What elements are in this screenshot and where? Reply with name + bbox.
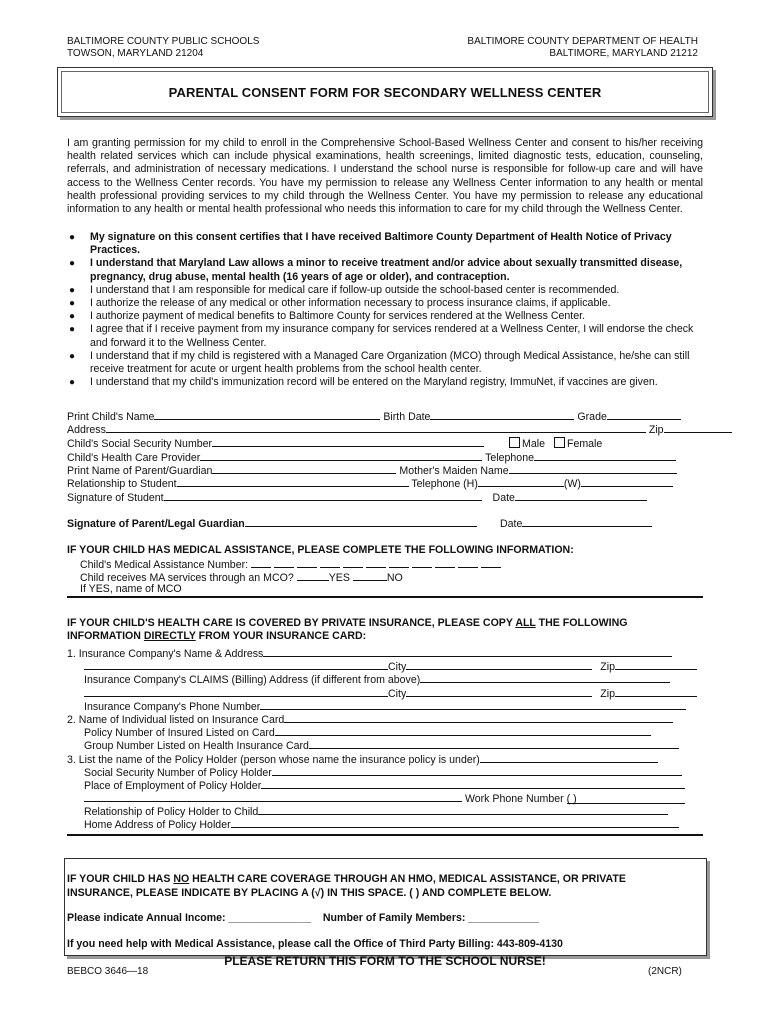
policy-holder-row: 3. List the name of the Policy Holder (person whose name the insurance policy is under) [67,752,703,765]
bullet-item: ● I understand that my child's immunization record will be entered on the Maryland registry, ImmuNet, if vaccines are given. [69,376,658,389]
holder-relationship-field[interactable] [258,804,668,815]
section-divider [67,596,703,598]
claims-row: Insurance Company's CLAIMS (Billing) Address (if different from above) [67,672,703,685]
annual-income-field[interactable]: Please indicate Annual Income: ______________ [67,912,311,924]
bullet-item: ● I agree that if I receive payment from my insurance company for services rendered at a Wellness Center, I will endorse the check and forward it to the Wellness Center. [69,323,694,349]
bullet-item: ● I understand that Maryland Law allows a minor to receive treatment and/or advice about sexually transmitted disease, pregnancy, drug abuse, mental health (16 years of age or older), and contraception. [69,257,683,283]
family-members-field[interactable]: Number of Family Members: ____________ [322,912,540,924]
ssn-row: Child's Social Security Number Male Female [67,438,603,450]
insurance-city-row: City Zip [67,659,703,672]
claims-zip-field[interactable] [615,686,697,697]
group-number-field[interactable] [309,738,679,749]
bullet-icon: ● [69,298,76,310]
ma-section-title: IF YOUR CHILD HAS MEDICAL ASSISTANCE, PLEASE COMPLETE THE FOLLOWING INFORMATION: [67,544,574,556]
parent-date-row: Date [500,516,652,531]
student-date-field[interactable] [515,490,647,501]
form-code: BEBCO 3646—18 [67,966,149,977]
ma-number-digit[interactable] [481,557,501,568]
ma-number-digit[interactable] [458,557,478,568]
birth-date-field[interactable] [430,409,574,420]
mco-yes-field[interactable] [297,570,329,581]
consent-bullets [67,231,703,389]
ma-number-digit[interactable] [389,557,409,568]
female-checkbox[interactable] [554,437,565,448]
form-title: PARENTAL CONSENT FORM FOR SECONDARY WELLNESS CENTER [168,84,602,100]
claims-city-field[interactable] [406,686,592,697]
bullet-icon: ● [69,284,76,296]
mco-row: Child receives MA services through an MCO? YES NO [80,572,403,584]
insurance-address-field[interactable] [84,659,388,670]
header-left [67,36,259,60]
policy-number-field[interactable] [275,725,651,736]
relationship-row: Relationship to Student Telephone (H) (W) [67,476,673,491]
home-phone-field[interactable] [478,476,564,487]
form-copies: (2NCR) [648,966,682,977]
help-text: If you need help with Medical Assistance, please call the Office of Third Party Billing: 443-809-4130 [67,938,563,950]
ma-number-digit[interactable] [274,557,294,568]
child-name-row: Print Child's Name Birth Date Grade [67,409,681,424]
department-name: BALTIMORE COUNTY DEPARTMENT OF HEALTH [467,36,698,47]
policy-holder-field[interactable] [480,752,658,763]
holder-home-row: Home Address of Policy Holder [67,817,703,830]
bullet-icon: ● [69,324,76,336]
claims-address2-field[interactable] [84,686,388,697]
ma-number-row: Child's Medical Assistance Number: [80,557,501,572]
insurance-name-field[interactable] [263,646,672,657]
bullet-icon: ● [69,258,76,270]
student-signature-field[interactable] [164,490,482,501]
student-signature-row: Signature of Student Date [67,490,647,505]
holder-work-phone-field[interactable]: ( ) [567,793,685,804]
ma-number-digit[interactable] [366,557,386,568]
claims-city-row: City Zip [67,686,703,699]
provider-row: Child's Health Care Provider Telephone [67,450,676,465]
department-location: BALTIMORE, MARYLAND 21212 [549,48,698,59]
holder-relationship-row: Relationship of Policy Holder to Child [67,804,703,817]
insurance-phone-field[interactable] [260,699,686,710]
bullet-item: ● I understand that I am responsible for medical care if follow-up outside the school-based center is recommended. [69,283,620,296]
zip-field[interactable] [664,422,732,433]
ma-number-digit[interactable] [435,557,455,568]
address-field[interactable] [106,422,646,433]
insured-name-row: 2. Name of Individual listed on Insurance Card [67,712,703,725]
bullet-item: ● My signature on this consent certifies that I have received Baltimore County Department of Health Notice of Privacy Practices. [69,231,672,257]
ssn-field[interactable] [212,436,484,447]
parent-signature-row: Signature of Parent/Legal Guardian [67,516,477,531]
ma-number-digit[interactable] [297,557,317,568]
work-phone-row: Work Phone Number ( ) [67,791,703,804]
insurance-city-field[interactable] [406,659,592,670]
parent-name-row: Print Name of Parent/Guardian Mother's Maiden Name [67,463,677,478]
header-right [467,36,698,60]
bullet-icon: ● [69,377,76,389]
insurance-zip-field[interactable] [615,659,697,670]
insured-name-field[interactable] [284,712,673,723]
maiden-name-field[interactable] [509,463,677,474]
return-note: PLEASE RETURN THIS FORM TO THE SCHOOL NURSE! [224,954,546,968]
employer-address-field[interactable] [84,791,462,802]
group-number-row: Group Number Listed on Health Insurance Card [67,738,703,751]
employment-field[interactable] [261,778,685,789]
consent-paragraph: I am granting permission for my child to enroll in the Comprehensive School-Based Wellness Center and consent to his/her receiving health related services which can include physical examinations, health screenings, limited diagnostic tests, education, counseling, referrals, and administration of necessary medications. I understand the school nurse is responsible for follow-up care and will have access to the Wellness Center records. You have my permission to release any Wellness Center information to any health or mental health professional providing services to my child through the Wellness Center. You have my permission to release any educational information to any health or mental health professional who needs this information to care for my child through the Wellness Center. [67,137,703,216]
ma-number-digit[interactable] [412,557,432,568]
section-divider [67,834,703,836]
work-phone-field[interactable] [581,476,673,487]
parent-date-field[interactable] [522,516,652,527]
policy-number-row: Policy Number of Insured Listed on Card [67,725,703,738]
bullet-icon: ● [69,311,76,323]
holder-ssn-field[interactable] [272,765,682,776]
address-row: Address Zip [67,422,732,437]
male-checkbox[interactable] [509,437,520,448]
bullet-icon: ● [69,350,76,362]
holder-home-field[interactable] [231,817,679,828]
bullet-item: ● I authorize payment of medical benefits to Baltimore County for services rendered at the Wellness Center. [69,310,586,323]
insurance-name-row: 1. Insurance Company's Name & Address [67,646,703,659]
employment-row: Place of Employment of Policy Holder [67,778,703,791]
mco-name-label: If YES, name of MCO [80,583,182,595]
mco-no-field[interactable] [353,570,387,581]
grade-field[interactable] [607,409,681,420]
bullet-icon: ● [69,232,76,243]
child-name-field[interactable] [154,409,380,420]
holder-ssn-row: Social Security Number of Policy Holder [67,765,703,778]
claims-address-field[interactable] [420,672,670,683]
ma-number-digit[interactable] [343,557,363,568]
parent-name-field[interactable] [212,463,396,474]
district-location: TOWSON, MARYLAND 21204 [67,48,204,59]
insurance-section-title: IF YOUR CHILD'S HEALTH CARE IS COVERED BY PRIVATE INSURANCE, PLEASE COPY ALL THE FOLLOWING INFORMATION DIRECTLY FROM YOUR INSURANCE CARD: [67,617,628,642]
income-row [67,912,539,925]
bullet-item: ● I authorize the release of any medical or other information necessary to process insurance claims, if applicable. [69,297,611,310]
parent-signature-field[interactable] [245,516,477,527]
provider-field[interactable] [200,450,482,461]
ma-number-digit[interactable] [320,557,340,568]
insurance-fields [67,646,703,831]
title-box [57,67,713,117]
ma-number-digit[interactable] [251,557,271,568]
district-name: BALTIMORE COUNTY PUBLIC SCHOOLS [67,36,260,47]
relationship-field[interactable] [177,476,409,487]
insurance-phone-row: Insurance Company's Phone Number [67,699,703,712]
provider-telephone-field[interactable] [534,450,676,461]
bullet-item: ● I understand that if my child is registered with a Managed Care Organization (MCO) through Medical Assistance, he/she can still receive treatment for acute or urgent health problems from the school health center. [69,349,690,376]
no-coverage-text: IF YOUR CHILD HAS NO HEALTH CARE COVERAGE THROUGH AN HMO, MEDICAL ASSISTANCE, OR PRIVATE INSURANCE, PLEASE INDICATE BY PLACING A (√) IN THIS SPACE. ( ) AND COMPLETE BELOW. [67,873,626,899]
